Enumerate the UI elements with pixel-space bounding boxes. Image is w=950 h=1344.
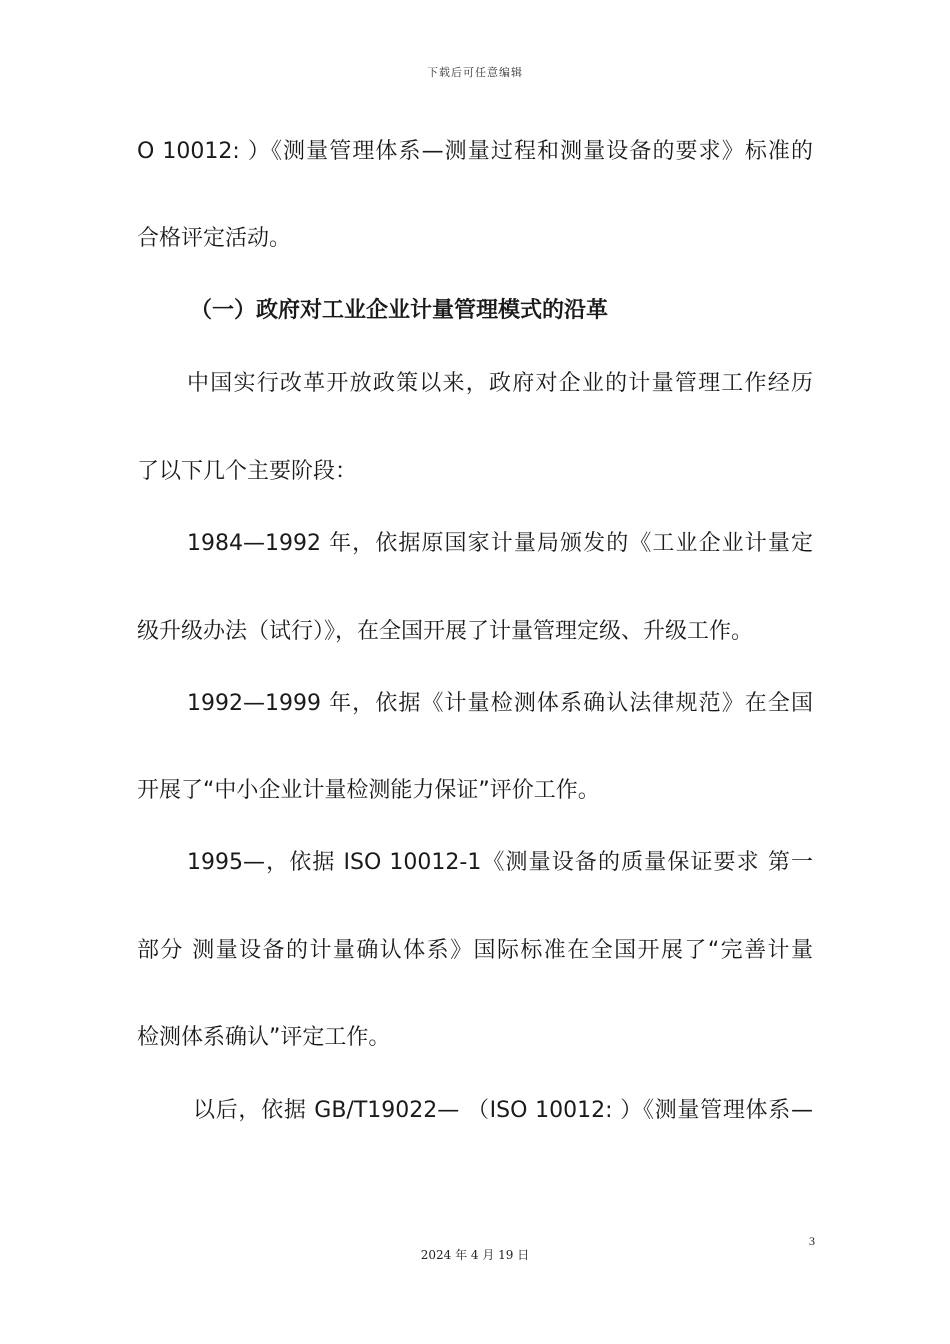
body-line-8: 1992—1999 年，依据《计量检测体系确认法律规范》在全国 (187, 691, 813, 716)
body-line-7: 级升级办法（试行）》，在全国开展了计量管理定级、升级工作。 (137, 619, 754, 644)
body-line-10: 1995—，依据 ISO 10012-1《测量设备的质量保证要求 第一 (187, 850, 813, 875)
body-line-5: 了以下几个主要阶段： (137, 459, 358, 484)
footer-date: 2024 年 4 月 19 日 (420, 1248, 530, 1262)
body-line-11: 部分 测量设备的计量确认体系》国际标准在全国开展了“完善计量 (137, 938, 813, 963)
body-line-13: 以后，依据 GB/T19022— （ISO 10012: ）《测量管理体系— (193, 1098, 813, 1123)
body-line-2: 合格评定活动。 (137, 226, 292, 251)
body-line-1: O 10012: ）《测量管理体系—测量过程和测量设备的要求》标准的 (137, 139, 813, 164)
page-number: 3 (809, 1234, 815, 1248)
body-line-9: 开展了“中小企业计量检测能力保证”评价工作。 (137, 778, 600, 803)
page-header: 下载后可任意编辑 (427, 66, 523, 79)
body-line-4: 中国实行改革开放政策以来，政府对企业的计量管理工作经历 (187, 371, 813, 396)
section-heading: （一）政府对工业企业计量管理模式的沿革 (190, 298, 609, 323)
body-line-12: 检测体系确认”评定工作。 (137, 1025, 391, 1050)
body-line-6: 1984—1992 年，依据原国家计量局颁发的《工业企业计量定 (187, 531, 813, 556)
